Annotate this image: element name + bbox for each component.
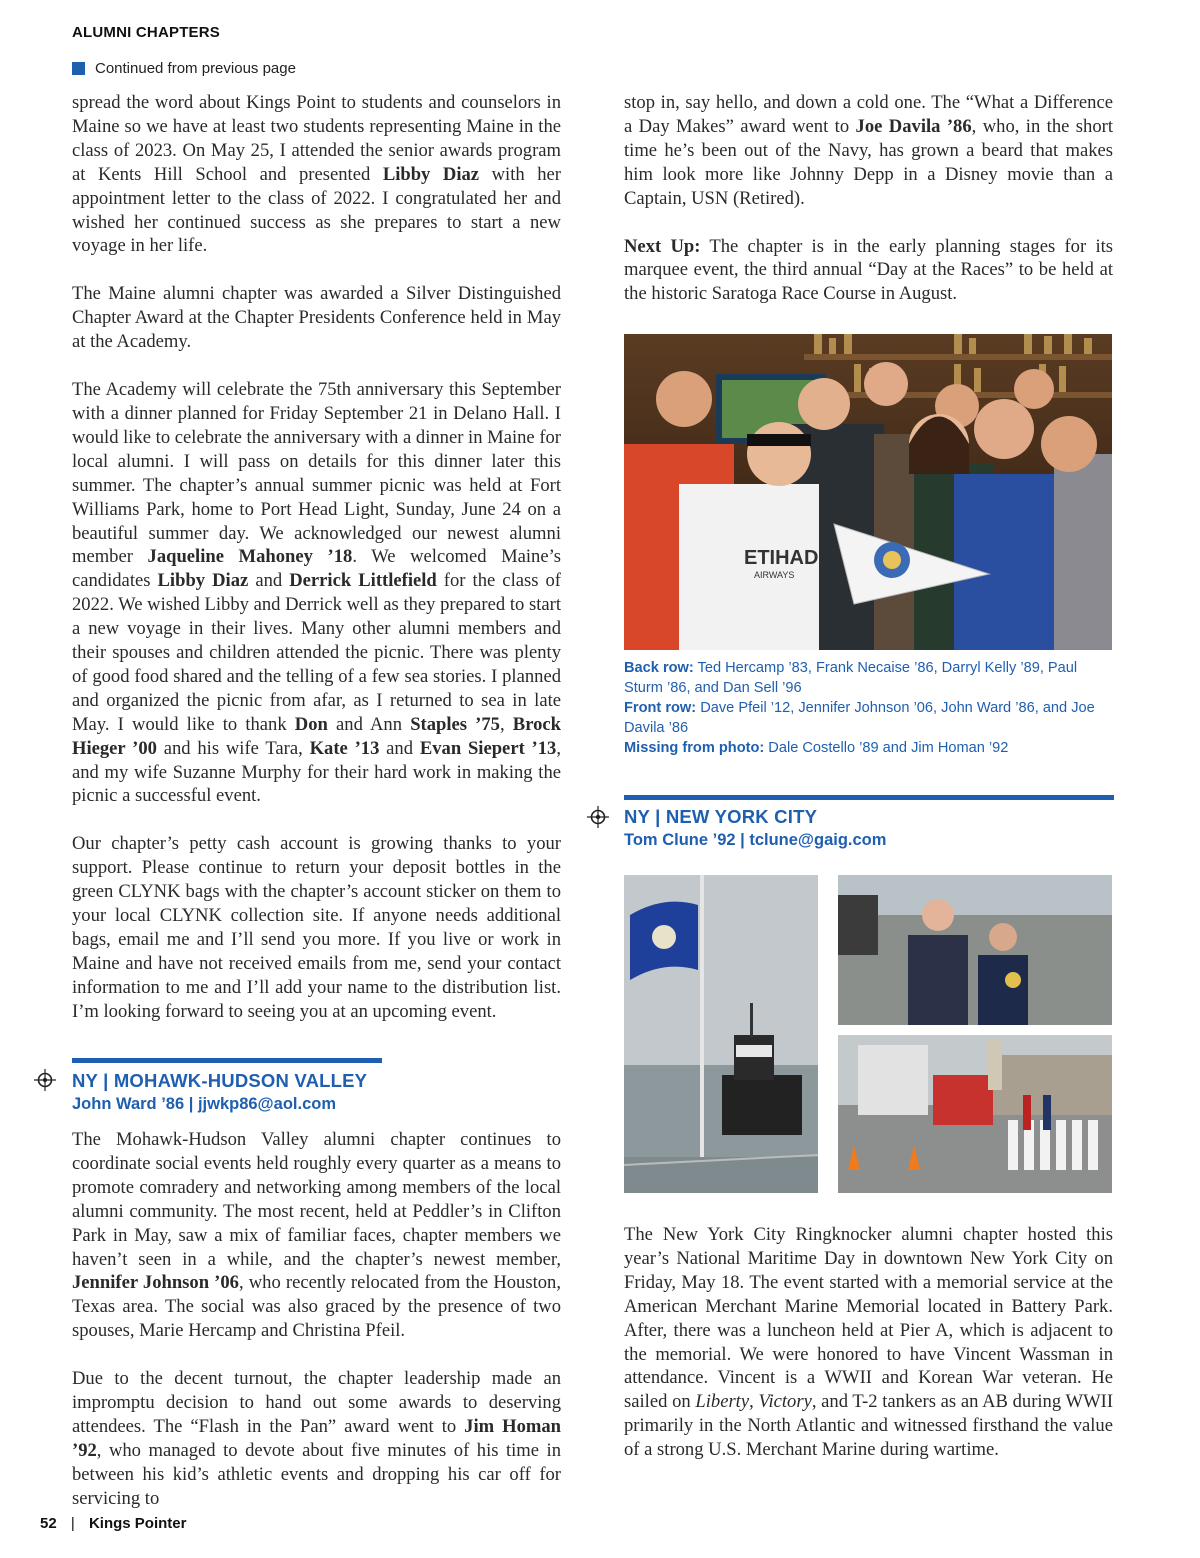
caption-line: Front row: Dave Pfeil ’12, Jennifer Johnson ’06, John Ward ’86, and Joe Davila ’86	[624, 700, 1095, 736]
caption-line: Back row: Ted Hercamp ’83, Frank Necaise ’86, Darryl Kelly ’89, Paul Sturm ’86, and Dan Sell ’96	[624, 660, 1078, 696]
caption-line: Missing from photo: Dale Costello ’89 and Jim Homan ’92	[624, 740, 1009, 756]
paragraph: The Mohawk-Hudson Valley alumni chapter continues to coordinate social events held roughly every quarter as a means to promote comradery and networking among members of the local alumni community. The most recent, held at Peddler’s in Clifton Park in May, saw a mix of familiar faces, chapter members we haven’t seen in a while, and the chapter’s newest member, Jennifer Johnson ’06, who recently relocated from the Houston, Texas area. The social was also graced by the presence of two spouses, Marie Hercamp and Christina Pfeil.	[72, 1129, 561, 1342]
paragraph: The New York City Ringknocker alumni chapter hosted this year’s National Maritime Day in downtown New York City on Friday, May 18. The event started with a memorial service at the American Merchant Marine Memorial located in Battery Park. After, there was a luncheon held at Pier A, which is adjacent to the memorial. We were honored to have Vincent Wassman in attendance. Vincent is a WWII and Korean War veteran. He sailed on Liberty, Victory, and T-2 tankers as an AB during WWII primarily in the North Atlantic and witnessed firsthand the value of a strong U.S. Merchant Marine during wartime.	[624, 1224, 1114, 1461]
jersey-subtext: AIRWAYS	[754, 570, 795, 580]
compass-icon	[34, 1069, 56, 1091]
veterans-photo	[838, 875, 1112, 1025]
group-photo	[624, 334, 1112, 650]
chapter-title: NY | NEW YORK CITY	[624, 806, 818, 827]
continued-note	[72, 60, 296, 77]
chapter-header-mohawk	[72, 1070, 367, 1114]
section-divider-bar	[624, 795, 1114, 800]
chapter-title: NY | MOHAWK-HUDSON VALLEY	[72, 1070, 368, 1091]
right-column	[624, 91, 1113, 330]
flag-tugboat-photo	[624, 875, 818, 1193]
paragraph: Our chapter’s petty cash account is growing thanks to your support. Please continue to return your deposit bottles in the green CLYNK bags with the chapter’s account sticker on them to your local CLYNK collection site. If anyone needs additional bags, email me and I’ll send you more. If you live or work in Maine and have not received emails from me, send your contact information to me and I’ll add your name to the distribution list. I’m looking forward to seeing you at an upcoming event.	[72, 833, 561, 1022]
blue-square-icon	[72, 62, 85, 75]
paragraph: The Academy will celebrate the 75th anniversary this September with a dinner planned for Friday September 21 in Delano Hall. I would like to celebrate the anniversary with a dinner in Maine for local alumni. I will pass on details for this dinner later this summer. The chapter’s annual summer picnic was held at Fort Williams Park, home to Port Head Light, Sunday, June 24 on a beautiful summer day. We acknowledged our newest alumni member Jaqueline Mahoney ’18. We welcomed Maine’s candidates Libby Diaz and Derrick Littlefield for the class of 2022. We wished Libby and Derrick well as they prepared to start a new voyage in their lives. Many other alumni members and their spouses and children attended the picnic. There was plenty of good food shared and the telling of a few sea stories. I planned and organized the picnic from afar, as I returned to sea in late May. I would like to thank Don and Ann Staples ’75, Brock Hieger ’00 and his wife Tara, Kate ’13 and Evan Siepert ’13, and my wife Suzanne Murphy for their hard work in making the picnic a successful event.	[72, 379, 562, 807]
page-number: 52	[40, 1515, 57, 1532]
section-label: ALUMNI CHAPTERS	[72, 24, 220, 41]
photo-caption	[624, 658, 1114, 758]
group-photo-illustration	[624, 334, 1112, 650]
chapter-contact: Tom Clune ’92 | tclune@gaig.com	[624, 831, 887, 849]
footer-separator: |	[70, 1515, 75, 1532]
left-column	[72, 91, 561, 1024]
publication-name: Kings Pointer	[88, 1515, 187, 1532]
section-divider-bar	[72, 1058, 382, 1063]
paragraph: Next Up: The chapter is in the early planning stages for its marquee event, the third annual “Day at the Races” to be held at the historic Saratoga Race Course in August.	[624, 235, 1114, 305]
continued-text: Continued from previous page	[95, 60, 296, 77]
ceremony-photo	[838, 1035, 1112, 1193]
chapter-contact: John Ward ’86 | jjwkp86@aol.com	[72, 1095, 336, 1113]
paragraph: stop in, say hello, and down a cold one. The “What a Difference a Day Makes” award went to Joe Davila ’86, who, in the short time he’s been out of the Navy, has grown a beard that makes him look more like Johnny Depp in a Disney movie than a Captain, USN (Retired).	[624, 92, 1113, 209]
page-footer	[40, 1515, 186, 1532]
paragraph: The Maine alumni chapter was awarded a Silver Distinguished Chapter Award at the Chapter Presidents Conference held in May at the Academy.	[72, 283, 561, 353]
compass-icon	[587, 806, 609, 828]
nyc-body	[624, 1223, 1113, 1462]
mohawk-body	[72, 1128, 561, 1511]
jersey-text: ETIHAD	[744, 547, 819, 569]
chapter-header-nyc	[624, 806, 886, 850]
paragraph: spread the word about Kings Point to students and counselors in Maine so we have at least two students representing Maine in the class of 2023. On May 25, I attended the senior awards program at Kents Hill School and presented Libby Diaz with her appointment letter to the class of 2022. I congratulated her and wished her continued success as she prepares to start a new voyage in her life.	[72, 92, 561, 257]
paragraph: Due to the decent turnout, the chapter leadership made an impromptu decision to hand out some awards to deserving attendees. The “Flash in the Pan” award went to Jim Homan ’92, who managed to devote about five minutes of his time in between his kid’s athletic events and dropping his car off for servicing to	[72, 1368, 561, 1509]
